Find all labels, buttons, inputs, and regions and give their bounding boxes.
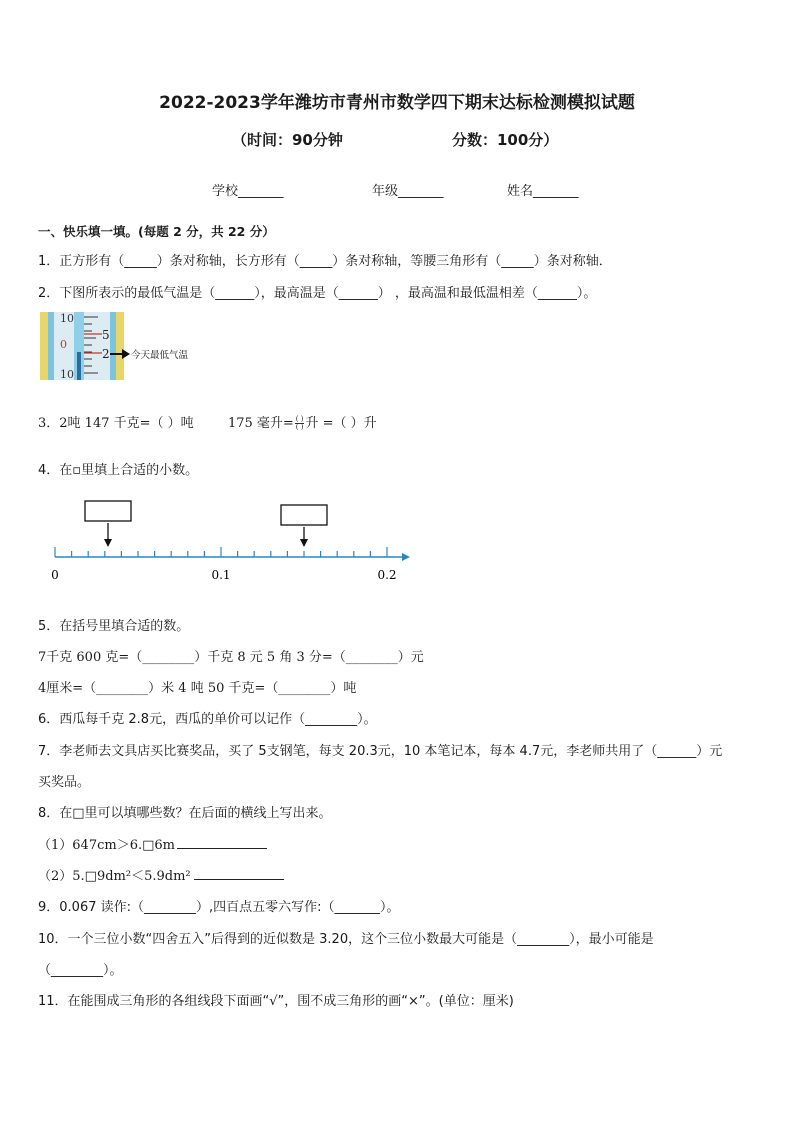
- thermometer-left-stripe: [48, 312, 54, 380]
- low-value: 2: [102, 347, 110, 361]
- question-1: 1．正方形有（_____）条对称轴，长方形有（_____）条对称轴，等腰三角形有（_____）条对称轴．: [38, 254, 612, 269]
- answer-box-2: [281, 505, 327, 525]
- number-line-arrow: [402, 553, 410, 561]
- tick-label-0-1: 0.1: [211, 568, 231, 582]
- grade-field: 年级_______: [372, 184, 444, 199]
- question-3-part-c: 升 =（ ）升: [305, 416, 377, 431]
- answer-line-8-1: [177, 848, 267, 849]
- tick-label-0-2: 0.2: [377, 568, 397, 582]
- question-3-part-b: 175 毫升=: [227, 416, 294, 431]
- thermometer-label-zero: 0: [60, 338, 67, 351]
- question-7-line-1: 7．李老师去文具店买比赛奖品，买了 5支钢笔，每支 20.3元，10 本笔记本，每本 4.7元，李老师共用了（______）元: [38, 744, 723, 759]
- exam-time: （时间：90分钟: [232, 131, 343, 149]
- thermometer-right-edge: [116, 312, 124, 380]
- page-title: 2022-2023学年潍坊市青州市数学四下期末达标检测模拟试题: [159, 93, 635, 113]
- question-11: 11．在能围成三角形的各组线段下面画“√”，围不成三角形的画“×”。(单位：厘米): [38, 994, 514, 1009]
- question-2: 2．下图所表示的最低气温是（______），最高温是（______） ，最高温和最低温相差（______）。: [38, 286, 597, 301]
- thermometer-right-stripe: [110, 312, 116, 380]
- question-7-line-2: 买奖品。: [38, 775, 91, 790]
- thermometer-left-edge: [40, 312, 48, 380]
- question-4: 4．在▫里填上合适的小数。: [38, 463, 199, 478]
- thermometer-liquid: [77, 352, 81, 380]
- question-8-1: （1）647cm＞6.□6m: [38, 838, 175, 853]
- question-9: 9．0.067 读作:（________）,四百点五零六写作:（_______）。: [38, 900, 400, 915]
- number-line-figure: [50, 495, 420, 590]
- thermometer-caption: 今天最低气温: [131, 350, 189, 361]
- pointer-arrow-1: [104, 539, 112, 547]
- pointer-arrow-2: [300, 539, 308, 547]
- question-5-line-2: 4厘米=（________）米 4 吨 50 千克=（________）吨: [38, 681, 357, 696]
- answer-line-8-2: [194, 879, 284, 880]
- question-8-2: （2）5.□9dm²＜5.9dm²: [38, 869, 191, 884]
- tick-label-0: 0: [51, 568, 59, 582]
- question-5: 5．在括号里填合适的数。: [38, 619, 190, 634]
- thermometer-label-top: 10: [60, 312, 74, 325]
- exam-score: 分数：100分）: [452, 131, 559, 149]
- name-field: 姓名_______: [507, 184, 579, 199]
- question-10-line-1: 10．一个三位小数“四舍五入”后得到的近似数是 3.20，这个三位小数最大可能是（________），最小可能是: [38, 932, 654, 947]
- question-6: 6．西瓜每千克 2.8元，西瓜的单价可以记作（________）。: [38, 712, 377, 727]
- section-heading: 一、快乐填一填。(每题 2 分，共 22 分）: [38, 224, 275, 239]
- answer-box-1: [85, 501, 131, 521]
- thermometer-label-bottom: 10: [60, 368, 74, 381]
- high-value: 5: [102, 328, 110, 342]
- question-3: [38, 412, 377, 431]
- question-10-line-2: （________）。: [38, 963, 123, 978]
- number-line-ticks: [55, 547, 387, 557]
- school-field: 学校_______: [212, 184, 284, 199]
- question-3-part-a: 3．2吨 147 千克=（ ）吨: [38, 416, 194, 431]
- fraction: $\frac{( )}{( )}$: [295, 415, 304, 431]
- caption-arrow-head: [122, 349, 130, 359]
- thermometer-figure: [40, 312, 210, 382]
- question-5-line-1: 7千克 600 克=（________）千克 8 元 5 角 3 分=（________）元: [38, 650, 424, 665]
- question-8: 8．在□里可以填哪些数？在后面的横线上写出来。: [38, 806, 332, 821]
